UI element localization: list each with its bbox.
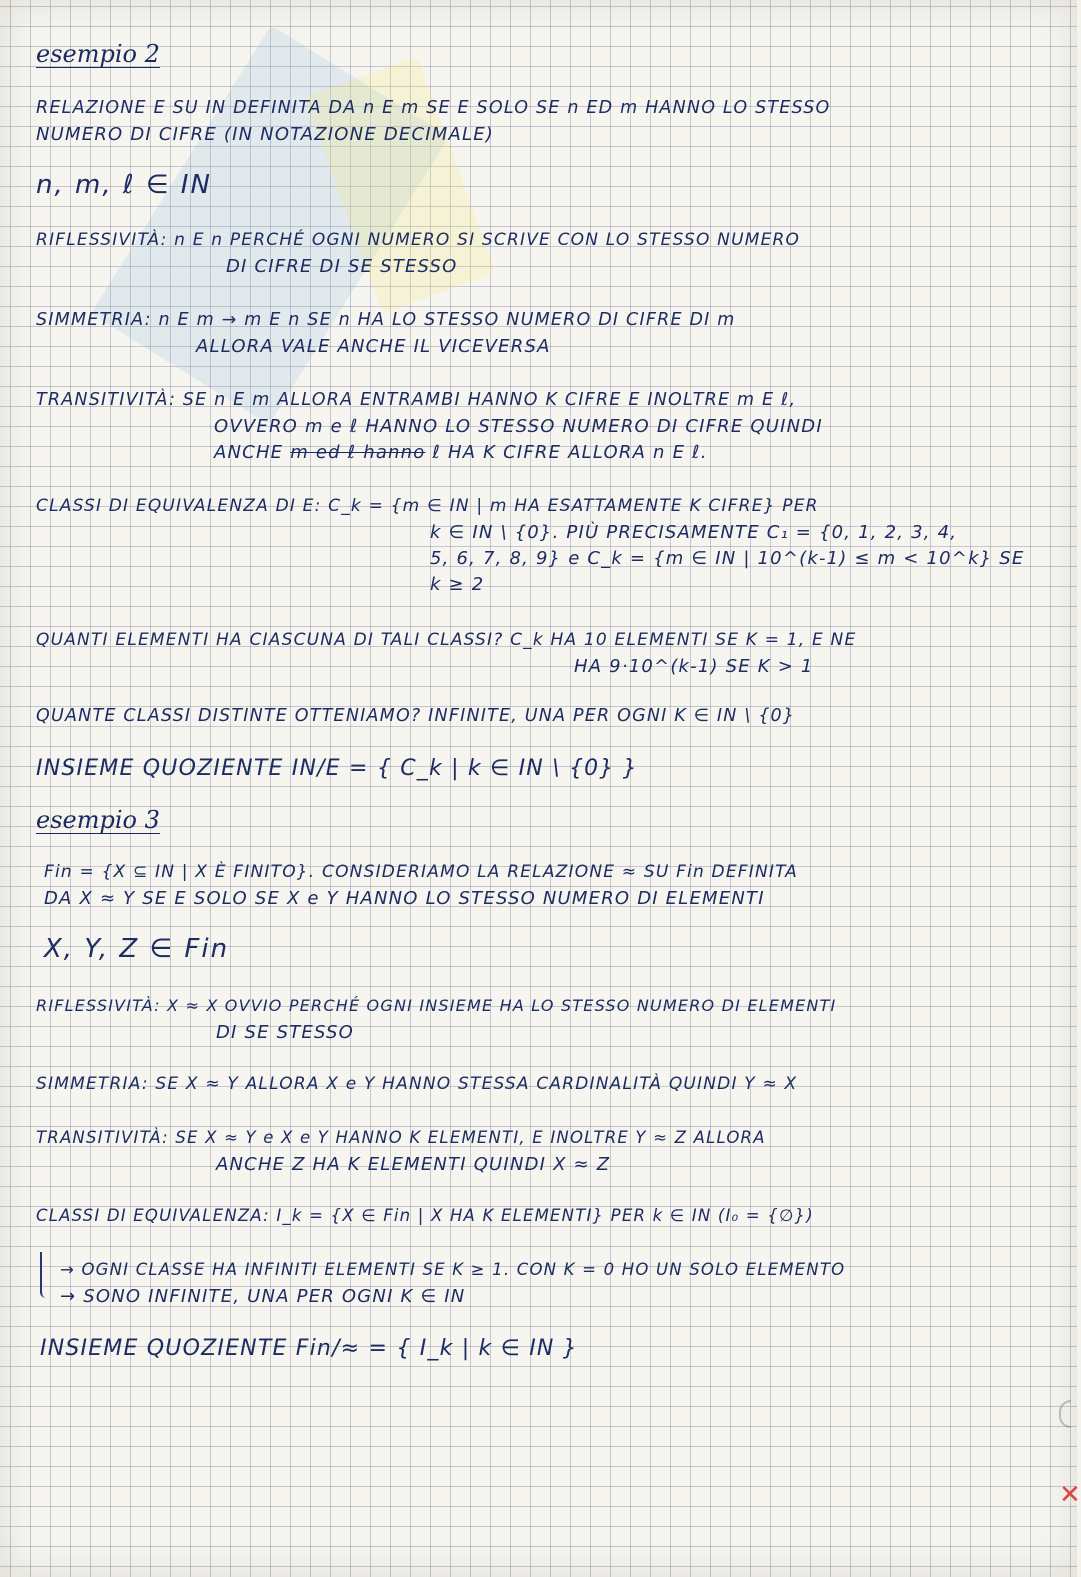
example2-classes-line2: k ∈ IN \ {0}. PIÙ PRECISAMENTE C₁ = {0, 1, 2, 3, 4, <box>430 522 958 543</box>
binder-hole <box>1059 1400 1071 1428</box>
example2-classes-line3: 5, 6, 7, 8, 9} e C_k = {m ∈ IN | 10^(k-1) ≤ m < 10^k} SE <box>430 548 1025 569</box>
example3-definition-line2: DA X ≈ Y SE E SOLO SE X e Y HANNO LO STESSO NUMERO DI ELEMENTI <box>44 888 765 909</box>
example3-transitivity-line1: TRANSITIVITÀ: SE X ≈ Y e X e Y HANNO K ELEMENTI, E INOLTRE Y ≈ Z ALLORA <box>36 1128 766 1147</box>
example2-transitivity-line1: TRANSITIVITÀ: SE n E m ALLORA ENTRAMBI HANNO K CIFRE E INOLTRE m E ℓ, <box>36 390 797 410</box>
example2-classes-line4: k ≥ 2 <box>430 574 485 595</box>
example3-note-line1: → OGNI CLASSE HA INFINITI ELEMENTI SE K ≥ 1. CON K = 0 HO UN SOLO ELEMENTO <box>60 1260 846 1279</box>
example3-transitivity-line2: ANCHE Z HA K ELEMENTI QUINDI X ≈ Z <box>216 1154 611 1175</box>
example3-heading: esempio 3 <box>36 806 160 834</box>
transitivity-conclusion: ℓ HA K CIFRE ALLORA n E ℓ. <box>432 442 708 463</box>
example2-reflexivity-line2: DI CIFRE DI SE STESSO <box>226 256 458 277</box>
example2-definition-line1: RELAZIONE E SU IN DEFINITA DA n E m SE E SOLO SE n ED m HANNO LO STESSO <box>36 98 831 118</box>
transitivity-strikethrough: m ed ℓ hanno <box>290 442 426 463</box>
example3-variables: X, Y, Z ∈ Fin <box>44 934 230 964</box>
watermark-blue-shape <box>91 25 449 425</box>
example2-heading: esempio 2 <box>36 40 160 68</box>
example3-quotient-set: INSIEME QUOZIENTE Fin/≈ = { I_k | k ∈ IN } <box>40 1336 578 1361</box>
example3-reflexivity-line1: RIFLESSIVITÀ: X ≈ X OVVIO PERCHÉ OGNI INSIEME HA LO STESSO NUMERO DI ELEMENTI <box>36 996 837 1015</box>
example3-note-line2: → SONO INFINITE, UNA PER OGNI K ∈ IN <box>60 1286 466 1307</box>
transitivity-anche: ANCHE <box>214 442 284 463</box>
example2-definition-line2: NUMERO DI CIFRE (IN NOTAZIONE DECIMALE) <box>36 124 495 145</box>
example2-how-many-classes: QUANTE CLASSI DISTINTE OTTENIAMO? INFINITE, UNA PER OGNI K ∈ IN \ {0} <box>36 706 796 726</box>
red-mark-icon: ✕ <box>1059 1480 1081 1510</box>
example2-quotient-set: INSIEME QUOZIENTE IN/E = { C_k | k ∈ IN \ {0} } <box>36 756 638 781</box>
example2-symmetry-line1: SIMMETRIA: n E m → m E n SE n HA LO STESSO NUMERO DI CIFRE DI m <box>36 310 736 330</box>
example3-classes: CLASSI DI EQUIVALENZA: I_k = {X ∈ Fin | X HA K ELEMENTI} PER k ∈ IN (I₀ = {∅}) <box>36 1206 814 1225</box>
bracket-arrow-icon <box>40 1252 56 1298</box>
example2-classes-line1: CLASSI DI EQUIVALENZA DI E: C_k = {m ∈ IN | m HA ESATTAMENTE K CIFRE} PER <box>36 496 819 516</box>
example2-transitivity-line3 <box>214 442 708 463</box>
example2-symmetry-line2: ALLORA VALE ANCHE IL VICEVERSA <box>196 336 551 357</box>
example2-reflexivity-line1: RIFLESSIVITÀ: n E n PERCHÉ OGNI NUMERO SI SCRIVE CON LO STESSO NUMERO <box>36 230 801 250</box>
example3-reflexivity-line2: DI SE STESSO <box>216 1022 354 1043</box>
example3-symmetry: SIMMETRIA: SE X ≈ Y ALLORA X e Y HANNO STESSA CARDINALITÀ QUINDI Y ≈ X <box>36 1074 798 1094</box>
example2-count-line2: HA 9·10^(k-1) SE K > 1 <box>574 656 814 677</box>
example2-count-line1: QUANTI ELEMENTI HA CIASCUNA DI TALI CLASSI? C_k HA 10 ELEMENTI SE K = 1, E NE <box>36 630 857 650</box>
example2-variables: n, m, ℓ ∈ IN <box>36 170 212 200</box>
example2-transitivity-line2: OVVERO m e ℓ HANNO LO STESSO NUMERO DI CIFRE QUINDI <box>214 416 823 437</box>
example3-definition-line1: Fin = {X ⊆ IN | X È FINITO}. CONSIDERIAMO LA RELAZIONE ≈ SU Fin DEFINITA <box>44 862 798 882</box>
